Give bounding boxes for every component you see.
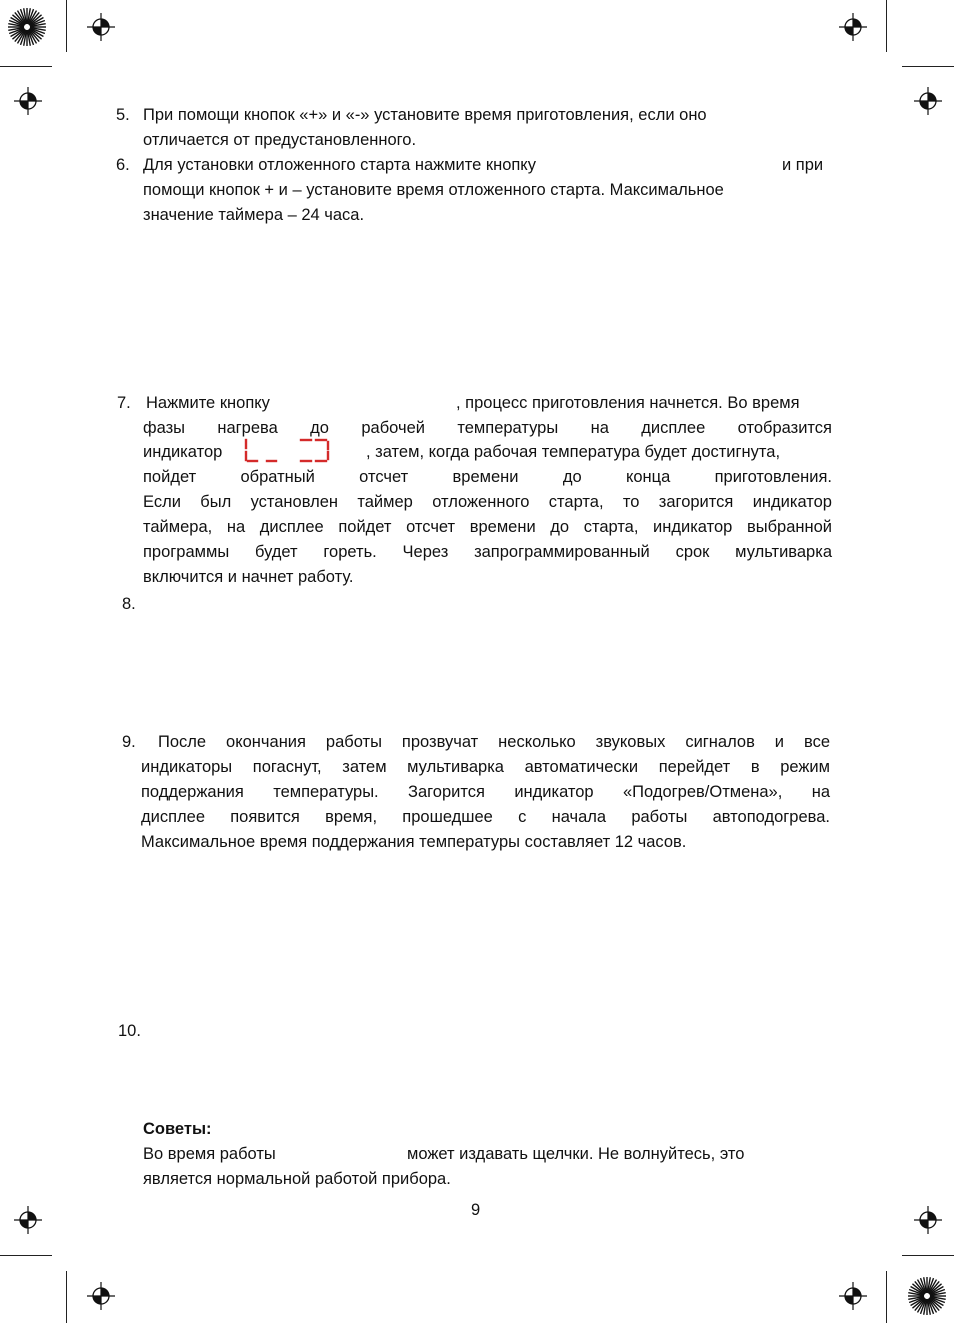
trim-line-bottom-left-v: [66, 1271, 67, 1323]
tips-heading: Советы:: [143, 1120, 212, 1138]
starburst-mark-bottom-right: [907, 1276, 947, 1316]
item-5-line-2: отличается от предустановленного.: [143, 131, 417, 149]
crosshair-mark-top-b: [838, 12, 868, 42]
item-5-line-1: При помощи кнопок «+» и «-» установите время приготовления, если оно: [143, 106, 707, 124]
item-7-number: 7.: [117, 394, 131, 412]
item-7-line-3-end: , затем, когда рабочая температура будет достигнута,: [366, 443, 781, 461]
item-8-number: 8.: [122, 595, 136, 613]
item-7-line-7: программы будет гореть. Через запрограммированный срок мультиварка: [143, 543, 832, 561]
item-7-line-1-start: Нажмите кнопку: [146, 394, 270, 412]
item-6-line-3: значение таймера – 24 часа.: [143, 206, 365, 224]
item-7-line-5: Если был установлен таймер отложенного старта, то загорится индикатор: [143, 493, 832, 511]
item-9-line-4: дисплее появится время, прошедшее с начала работы автоподогрева.: [141, 808, 830, 826]
item-7-line-6: таймера, на дисплее пойдет отсчет времени до старта, индикатор выбранной: [143, 518, 832, 536]
crosshair-mark-left-top: [13, 86, 43, 116]
trim-line-top-left-v: [66, 0, 67, 52]
item-6-line-1-end: и при: [782, 156, 824, 174]
crosshair-mark-left-bottom: [13, 1205, 43, 1235]
trim-line-right-top-h: [902, 66, 954, 67]
item-9-line-1: После окончания работы прозвучат несколько звуковых сигналов и все: [158, 733, 830, 751]
trim-line-left-top-h: [0, 66, 52, 67]
starburst-mark-top-left: [7, 7, 47, 47]
item-10-number: 10.: [118, 1022, 141, 1040]
item-7-line-8: включится и начнет работу.: [143, 568, 354, 586]
tips-line-2: является нормальной работой прибора.: [143, 1170, 451, 1188]
crosshair-mark-right-bottom: [913, 1205, 943, 1235]
item-7-line-4: пойдет обратный отсчет времени до конца приготовления.: [143, 468, 832, 486]
item-9-line-2: индикаторы погаснут, затем мультиварка автоматически перейдет в режим: [141, 758, 830, 776]
item-5-number: 5.: [116, 106, 130, 124]
trim-line-right-bottom-h: [902, 1255, 954, 1256]
item-6-line-1-start: Для установки отложенного старта нажмите кнопку: [143, 156, 536, 174]
item-9-line-3: поддержания температуры. Загорится индикатор «Подогрев/Отмена», на: [141, 783, 830, 801]
crosshair-mark-right-top: [913, 86, 943, 116]
item-7-line-3-start: индикатор: [143, 443, 223, 461]
item-9-number: 9.: [122, 733, 136, 751]
item-7-line-2: фазы нагрева до рабочей температуры на дисплее отобразится: [143, 419, 832, 437]
trim-line-left-bottom-h: [0, 1255, 52, 1256]
crosshair-mark-bottom-a: [86, 1281, 116, 1311]
display-segment-indicator: [243, 438, 333, 464]
item-7-line-1-end: , процесс приготовления начнется. Во время: [456, 394, 800, 412]
item-6-number: 6.: [116, 156, 130, 174]
page-number: 9: [471, 1201, 481, 1219]
tips-line-1-end: может издавать щелчки. Не волнуйтесь, это: [407, 1145, 745, 1163]
trim-line-bottom-right-v: [886, 1271, 887, 1323]
trim-line-top-right-v: [886, 0, 887, 52]
tips-line-1-start: Во время работы: [143, 1145, 276, 1163]
item-9-line-5: Максимальное время поддержания температуры составляет 12 часов.: [141, 833, 687, 851]
crosshair-mark-bottom-b: [838, 1281, 868, 1311]
item-6-line-2: помощи кнопок + и – установите время отложенного старта. Максимальное: [143, 181, 724, 199]
crosshair-mark-top-a: [86, 12, 116, 42]
